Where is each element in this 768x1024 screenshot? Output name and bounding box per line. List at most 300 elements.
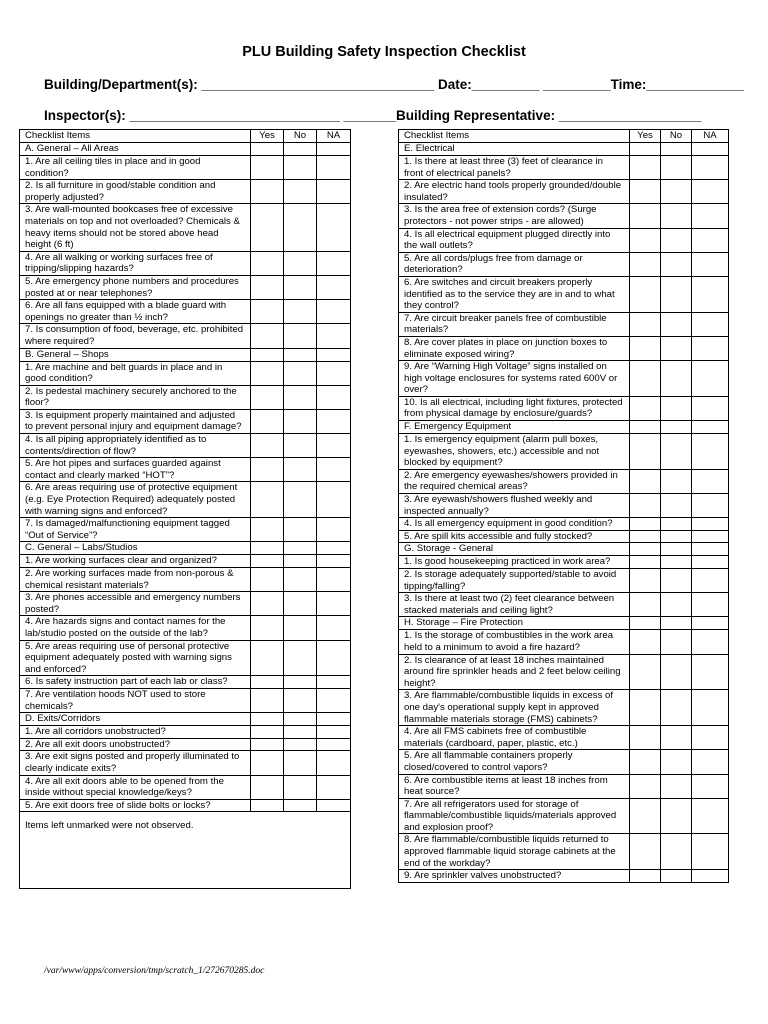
no-checkbox-cell[interactable] bbox=[661, 180, 692, 204]
yes-checkbox-cell[interactable] bbox=[630, 312, 661, 336]
checklist-question: 5. Are exit doors free of slide bolts or locks? bbox=[20, 799, 251, 812]
checklist-row bbox=[399, 870, 729, 883]
yes-checkbox-cell[interactable] bbox=[251, 592, 284, 616]
checklist-question: 7. Are ventilation hoods NOT used to store chemicals? bbox=[20, 688, 251, 712]
checklist-question: 4. Are all walking or working surfaces free of tripping/slipping hazards? bbox=[20, 251, 251, 275]
yes-checkbox-cell[interactable] bbox=[251, 180, 284, 204]
yes-checkbox-cell[interactable] bbox=[251, 518, 284, 542]
no-checkbox-cell[interactable] bbox=[661, 336, 692, 360]
yes-checkbox-cell[interactable] bbox=[630, 630, 661, 654]
no-checkbox-cell[interactable] bbox=[661, 156, 692, 180]
no-checkbox-cell[interactable] bbox=[284, 688, 317, 712]
checklist-question: 7. Are circuit breaker panels free of combustible materials? bbox=[399, 312, 630, 336]
checklist-row bbox=[399, 434, 729, 470]
checklist-question: 5. Are spill kits accessible and fully stocked? bbox=[399, 530, 630, 543]
no-checkbox-cell[interactable] bbox=[284, 738, 317, 751]
section-title: F. Emergency Equipment bbox=[399, 421, 630, 434]
checklist-question: 10. Is all electrical, including light fixtures, protected from physical damage by enclosure/guards? bbox=[399, 396, 630, 420]
checklist-row bbox=[20, 616, 351, 640]
yes-checkbox-cell[interactable] bbox=[251, 324, 284, 348]
na-checkbox-cell[interactable] bbox=[317, 409, 351, 433]
checklist-row bbox=[399, 530, 729, 543]
section-blank-cell bbox=[692, 421, 729, 434]
checklist-row bbox=[399, 469, 729, 493]
na-checkbox-cell[interactable] bbox=[692, 276, 729, 312]
checklist-question: 2. Is pedestal machinery securely anchored to the floor? bbox=[20, 385, 251, 409]
no-checkbox-cell[interactable] bbox=[284, 676, 317, 689]
na-checkbox-cell[interactable] bbox=[317, 518, 351, 542]
no-checkbox-cell[interactable] bbox=[284, 204, 317, 251]
section-header-row bbox=[399, 143, 729, 156]
checklist-question: 3. Is the area free of extension cords? (Surge protectors - not power strips - are allowed) bbox=[399, 204, 630, 228]
section-header-row bbox=[399, 543, 729, 556]
checklist-question: 7. Are all refrigerators used for storage of flammable/combustible liquids/materials approved and explosion proof? bbox=[399, 798, 630, 834]
no-checkbox-cell[interactable] bbox=[661, 726, 692, 750]
checklist-row bbox=[399, 494, 729, 518]
no-checkbox-cell[interactable] bbox=[284, 458, 317, 482]
yes-checkbox-cell[interactable] bbox=[630, 654, 661, 690]
yes-checkbox-cell[interactable] bbox=[251, 568, 284, 592]
column-header-na: NA bbox=[317, 130, 351, 143]
na-checkbox-cell[interactable] bbox=[317, 775, 351, 799]
section-blank-cell bbox=[692, 143, 729, 156]
column-header-no: No bbox=[661, 130, 692, 143]
checklist-row bbox=[20, 775, 351, 799]
checklist-row bbox=[20, 204, 351, 251]
checklist-row bbox=[20, 568, 351, 592]
na-checkbox-cell[interactable] bbox=[317, 458, 351, 482]
na-checkbox-cell[interactable] bbox=[317, 361, 351, 385]
na-checkbox-cell[interactable] bbox=[692, 750, 729, 774]
column-header-yes: Yes bbox=[251, 130, 284, 143]
na-checkbox-cell[interactable] bbox=[692, 396, 729, 420]
na-checkbox-cell[interactable] bbox=[692, 726, 729, 750]
checklist-row bbox=[399, 396, 729, 420]
na-checkbox-cell[interactable] bbox=[692, 252, 729, 276]
checklist-row bbox=[20, 180, 351, 204]
na-checkbox-cell[interactable] bbox=[692, 228, 729, 252]
na-checkbox-cell[interactable] bbox=[692, 654, 729, 690]
page-title: PLU Building Safety Inspection Checklist bbox=[242, 44, 526, 60]
section-blank-cell bbox=[317, 143, 351, 156]
na-checkbox-cell[interactable] bbox=[317, 616, 351, 640]
checklist-question: 3. Is equipment properly maintained and adjusted to prevent personal injury and equipment damage? bbox=[20, 409, 251, 433]
section-blank-cell bbox=[284, 143, 317, 156]
no-checkbox-cell[interactable] bbox=[284, 799, 317, 812]
yes-checkbox-cell[interactable] bbox=[251, 555, 284, 568]
yes-checkbox-cell[interactable] bbox=[630, 494, 661, 518]
checklist-row bbox=[20, 409, 351, 433]
no-checkbox-cell[interactable] bbox=[661, 774, 692, 798]
yes-checkbox-cell[interactable] bbox=[630, 774, 661, 798]
yes-checkbox-cell[interactable] bbox=[630, 276, 661, 312]
yes-checkbox-cell[interactable] bbox=[251, 458, 284, 482]
right-checklist-table bbox=[398, 129, 729, 883]
checklist-question: 5. Are emergency phone numbers and procedures posted at or near telephones? bbox=[20, 275, 251, 299]
yes-checkbox-cell[interactable] bbox=[630, 228, 661, 252]
no-checkbox-cell[interactable] bbox=[661, 556, 692, 569]
yes-checkbox-cell[interactable] bbox=[630, 798, 661, 834]
yes-checkbox-cell[interactable] bbox=[630, 252, 661, 276]
no-checkbox-cell[interactable] bbox=[661, 569, 692, 593]
no-checkbox-cell[interactable] bbox=[661, 870, 692, 883]
checklist-row bbox=[20, 434, 351, 458]
checklist-question: 6. Is safety instruction part of each lab or class? bbox=[20, 676, 251, 689]
yes-checkbox-cell[interactable] bbox=[251, 156, 284, 180]
yes-checkbox-cell[interactable] bbox=[251, 688, 284, 712]
na-checkbox-cell[interactable] bbox=[692, 569, 729, 593]
no-checkbox-cell[interactable] bbox=[284, 616, 317, 640]
yes-checkbox-cell[interactable] bbox=[630, 396, 661, 420]
checklist-question: 6. Are all fans equipped with a blade guard with openings no greater than ½ inch? bbox=[20, 300, 251, 324]
yes-checkbox-cell[interactable] bbox=[630, 204, 661, 228]
no-checkbox-cell[interactable] bbox=[661, 630, 692, 654]
yes-checkbox-cell[interactable] bbox=[251, 799, 284, 812]
na-checkbox-cell[interactable] bbox=[317, 676, 351, 689]
no-checkbox-cell[interactable] bbox=[661, 228, 692, 252]
na-checkbox-cell[interactable] bbox=[317, 482, 351, 518]
section-blank-cell bbox=[317, 713, 351, 726]
yes-checkbox-cell[interactable] bbox=[630, 156, 661, 180]
section-header-row bbox=[20, 713, 351, 726]
yes-checkbox-cell[interactable] bbox=[630, 361, 661, 397]
yes-checkbox-cell[interactable] bbox=[251, 275, 284, 299]
checklist-question: 7. Is consumption of food, beverage, etc. prohibited where required? bbox=[20, 324, 251, 348]
na-checkbox-cell[interactable] bbox=[317, 568, 351, 592]
na-checkbox-cell[interactable] bbox=[692, 434, 729, 470]
na-checkbox-cell[interactable] bbox=[692, 593, 729, 617]
column-header-items: Checklist Items bbox=[399, 130, 630, 143]
checklist-row bbox=[20, 518, 351, 542]
section-header-row bbox=[20, 348, 351, 361]
section-blank-cell bbox=[251, 143, 284, 156]
section-title: H. Storage – Fire Protection bbox=[399, 617, 630, 630]
na-checkbox-cell[interactable] bbox=[692, 774, 729, 798]
column-header-items: Checklist Items bbox=[20, 130, 251, 143]
left-checklist-panel bbox=[19, 129, 351, 889]
column-header-no: No bbox=[284, 130, 317, 143]
checklist-row bbox=[399, 726, 729, 750]
checklist-question: 2. Are electric hand tools properly grounded/double insulated? bbox=[399, 180, 630, 204]
yes-checkbox-cell[interactable] bbox=[251, 409, 284, 433]
yes-checkbox-cell[interactable] bbox=[251, 616, 284, 640]
no-checkbox-cell[interactable] bbox=[661, 396, 692, 420]
yes-checkbox-cell[interactable] bbox=[630, 518, 661, 531]
na-checkbox-cell[interactable] bbox=[317, 726, 351, 739]
yes-checkbox-cell[interactable] bbox=[630, 690, 661, 726]
na-checkbox-cell[interactable] bbox=[692, 630, 729, 654]
section-title: E. Electrical bbox=[399, 143, 630, 156]
no-checkbox-cell[interactable] bbox=[661, 690, 692, 726]
no-checkbox-cell[interactable] bbox=[661, 530, 692, 543]
na-checkbox-cell[interactable] bbox=[692, 204, 729, 228]
checklist-question: 9. Are sprinkler valves unobstructed? bbox=[399, 870, 630, 883]
no-checkbox-cell[interactable] bbox=[284, 592, 317, 616]
checklist-question: 5. Are hot pipes and surfaces guarded against contact and clearly marked “HOT”? bbox=[20, 458, 251, 482]
checklist-question: 3. Is there at least two (2) feet clearance between stacked materials and ceiling light? bbox=[399, 593, 630, 617]
checklist-row bbox=[399, 690, 729, 726]
checklist-row bbox=[20, 482, 351, 518]
na-checkbox-cell[interactable] bbox=[317, 275, 351, 299]
section-blank-cell bbox=[630, 543, 661, 556]
na-checkbox-cell[interactable] bbox=[692, 336, 729, 360]
checklist-question: 2. Are working surfaces made from non-porous & chemical resistant materials? bbox=[20, 568, 251, 592]
checklist-row bbox=[399, 834, 729, 870]
na-checkbox-cell[interactable] bbox=[317, 799, 351, 812]
checklist-question: 2. Is storage adequately supported/stable to avoid tipping/falling? bbox=[399, 569, 630, 593]
no-checkbox-cell[interactable] bbox=[284, 361, 317, 385]
section-blank-cell bbox=[251, 542, 284, 555]
checklist-row bbox=[20, 640, 351, 676]
na-checkbox-cell[interactable] bbox=[692, 798, 729, 834]
checklist-row bbox=[20, 555, 351, 568]
yes-checkbox-cell[interactable] bbox=[630, 530, 661, 543]
na-checkbox-cell[interactable] bbox=[317, 156, 351, 180]
note-row bbox=[20, 812, 351, 889]
no-checkbox-cell[interactable] bbox=[284, 156, 317, 180]
section-header-row bbox=[399, 617, 729, 630]
no-checkbox-cell[interactable] bbox=[284, 300, 317, 324]
checklist-row bbox=[399, 336, 729, 360]
yes-checkbox-cell[interactable] bbox=[251, 482, 284, 518]
checklist-question: 3. Are exit signs posted and properly illuminated to clearly indicate exits? bbox=[20, 751, 251, 775]
checklist-question: 6. Are switches and circuit breakers properly identified as to the service they are in and to what they control? bbox=[399, 276, 630, 312]
no-checkbox-cell[interactable] bbox=[661, 494, 692, 518]
na-checkbox-cell[interactable] bbox=[317, 738, 351, 751]
na-checkbox-cell[interactable] bbox=[317, 555, 351, 568]
na-checkbox-cell[interactable] bbox=[692, 361, 729, 397]
na-checkbox-cell[interactable] bbox=[692, 156, 729, 180]
na-checkbox-cell[interactable] bbox=[317, 640, 351, 676]
building-date-time-line: Building/Department(s): _______________________________ Date:_________ _________Time:_____________ bbox=[44, 77, 745, 92]
na-checkbox-cell[interactable] bbox=[692, 870, 729, 883]
na-checkbox-cell[interactable] bbox=[692, 690, 729, 726]
yes-checkbox-cell[interactable] bbox=[251, 676, 284, 689]
na-checkbox-cell[interactable] bbox=[692, 834, 729, 870]
yes-checkbox-cell[interactable] bbox=[251, 640, 284, 676]
yes-checkbox-cell[interactable] bbox=[251, 434, 284, 458]
checklist-row bbox=[20, 676, 351, 689]
checklist-question: 9. Are “Warning High Voltage” signs installed on high voltage enclosures for systems rated 600V or over? bbox=[399, 361, 630, 397]
section-blank-cell bbox=[284, 713, 317, 726]
checklist-row bbox=[399, 312, 729, 336]
yes-checkbox-cell[interactable] bbox=[630, 750, 661, 774]
checklist-row bbox=[20, 458, 351, 482]
checklist-question: 3. Are wall-mounted bookcases free of excessive materials on top and not overloaded? Chemicals & heavy items should not be stored above head height (6 ft) bbox=[20, 204, 251, 251]
na-checkbox-cell[interactable] bbox=[317, 300, 351, 324]
checklist-row bbox=[20, 251, 351, 275]
yes-checkbox-cell[interactable] bbox=[630, 834, 661, 870]
yes-checkbox-cell[interactable] bbox=[251, 204, 284, 251]
checklist-question: 8. Are cover plates in place on junction boxes to eliminate exposed wiring? bbox=[399, 336, 630, 360]
na-checkbox-cell[interactable] bbox=[317, 251, 351, 275]
na-checkbox-cell[interactable] bbox=[692, 556, 729, 569]
na-checkbox-cell[interactable] bbox=[692, 180, 729, 204]
checklist-question: 3. Are eyewash/showers flushed weekly and inspected annually? bbox=[399, 494, 630, 518]
no-checkbox-cell[interactable] bbox=[284, 180, 317, 204]
na-checkbox-cell[interactable] bbox=[317, 434, 351, 458]
checklist-row bbox=[20, 688, 351, 712]
checklist-question: 4. Are all FMS cabinets free of combustible materials (cardboard, paper, plastic, etc.) bbox=[399, 726, 630, 750]
yes-checkbox-cell[interactable] bbox=[630, 469, 661, 493]
na-checkbox-cell[interactable] bbox=[692, 494, 729, 518]
section-header-row bbox=[20, 143, 351, 156]
no-checkbox-cell[interactable] bbox=[661, 518, 692, 531]
checklist-question: 4. Is all piping appropriately identified as to contents/direction of flow? bbox=[20, 434, 251, 458]
na-checkbox-cell[interactable] bbox=[692, 469, 729, 493]
na-checkbox-cell[interactable] bbox=[317, 385, 351, 409]
section-title: A. General – All Areas bbox=[20, 143, 251, 156]
checklist-question: 2. Is clearance of at least 18 inches maintained around fire sprinkler heads and 2 feet below ceiling height? bbox=[399, 654, 630, 690]
checklist-row bbox=[399, 204, 729, 228]
yes-checkbox-cell[interactable] bbox=[630, 593, 661, 617]
no-checkbox-cell[interactable] bbox=[284, 568, 317, 592]
no-checkbox-cell[interactable] bbox=[661, 361, 692, 397]
yes-checkbox-cell[interactable] bbox=[630, 726, 661, 750]
yes-checkbox-cell[interactable] bbox=[630, 569, 661, 593]
no-checkbox-cell[interactable] bbox=[284, 482, 317, 518]
yes-checkbox-cell[interactable] bbox=[251, 300, 284, 324]
no-checkbox-cell[interactable] bbox=[284, 640, 317, 676]
checklist-question: 1. Is there at least three (3) feet of clearance in front of electrical panels? bbox=[399, 156, 630, 180]
left-checklist-table bbox=[19, 129, 351, 889]
yes-checkbox-cell[interactable] bbox=[630, 434, 661, 470]
section-blank-cell bbox=[692, 617, 729, 630]
na-checkbox-cell[interactable] bbox=[317, 180, 351, 204]
no-checkbox-cell[interactable] bbox=[661, 834, 692, 870]
checklist-row bbox=[399, 156, 729, 180]
na-checkbox-cell[interactable] bbox=[692, 518, 729, 531]
checklist-question: 1. Is good housekeeping practiced in work area? bbox=[399, 556, 630, 569]
checklist-question: 3. Are phones accessible and emergency numbers posted? bbox=[20, 592, 251, 616]
na-checkbox-cell[interactable] bbox=[317, 751, 351, 775]
no-checkbox-cell[interactable] bbox=[284, 751, 317, 775]
no-checkbox-cell[interactable] bbox=[284, 555, 317, 568]
no-checkbox-cell[interactable] bbox=[284, 726, 317, 739]
na-checkbox-cell[interactable] bbox=[317, 324, 351, 348]
checklist-question: 2. Are emergency eyewashes/showers provided in the required chemical areas? bbox=[399, 469, 630, 493]
checklist-question: 4. Is all electrical equipment plugged directly into the wall outlets? bbox=[399, 228, 630, 252]
checklist-question: 5. Are areas requiring use of personal protective equipment adequately posted with warning signs and enforced? bbox=[20, 640, 251, 676]
na-checkbox-cell[interactable] bbox=[317, 592, 351, 616]
checklist-row bbox=[20, 324, 351, 348]
section-title: C. General – Labs/Studios bbox=[20, 542, 251, 555]
no-checkbox-cell[interactable] bbox=[661, 434, 692, 470]
checklist-question: 4. Is all emergency equipment in good condition? bbox=[399, 518, 630, 531]
na-checkbox-cell[interactable] bbox=[317, 204, 351, 251]
no-checkbox-cell[interactable] bbox=[284, 385, 317, 409]
checklist-row bbox=[399, 630, 729, 654]
file-path-footer: /var/www/apps/conversion/tmp/scratch_1/272670285.doc bbox=[44, 966, 265, 976]
section-blank-cell bbox=[661, 421, 692, 434]
checklist-row bbox=[20, 156, 351, 180]
no-checkbox-cell[interactable] bbox=[661, 593, 692, 617]
checklist-row bbox=[399, 798, 729, 834]
section-blank-cell bbox=[251, 713, 284, 726]
checklist-question: 1. Are machine and belt guards in place and in good condition? bbox=[20, 361, 251, 385]
checklist-question: 4. Are all exit doors able to be opened from the inside without special knowledge/keys? bbox=[20, 775, 251, 799]
yes-checkbox-cell[interactable] bbox=[251, 385, 284, 409]
checklist-row bbox=[20, 361, 351, 385]
checklist-question: 4. Are hazards signs and contact names for the lab/studio posted on the outside of the lab? bbox=[20, 616, 251, 640]
section-title: B. General – Shops bbox=[20, 348, 251, 361]
section-blank-cell bbox=[661, 617, 692, 630]
checklist-row bbox=[20, 592, 351, 616]
checklist-question: 1. Are all corridors unobstructed? bbox=[20, 726, 251, 739]
section-blank-cell bbox=[630, 143, 661, 156]
yes-checkbox-cell[interactable] bbox=[630, 556, 661, 569]
no-checkbox-cell[interactable] bbox=[661, 312, 692, 336]
checklist-row bbox=[399, 228, 729, 252]
no-checkbox-cell[interactable] bbox=[284, 775, 317, 799]
no-checkbox-cell[interactable] bbox=[284, 434, 317, 458]
no-checkbox-cell[interactable] bbox=[661, 798, 692, 834]
inspector-representative-line: Inspector(s): ____________________________ _______Building Representative: ___________________ bbox=[44, 108, 702, 123]
yes-checkbox-cell[interactable] bbox=[251, 726, 284, 739]
checklist-question: 1. Is the storage of combustibles in the work area held to a minimum to avoid a fire hazard? bbox=[399, 630, 630, 654]
checklist-question: 1. Are all ceiling tiles in place and in good condition? bbox=[20, 156, 251, 180]
no-checkbox-cell[interactable] bbox=[284, 518, 317, 542]
na-checkbox-cell[interactable] bbox=[692, 312, 729, 336]
checklist-row bbox=[20, 300, 351, 324]
column-header-yes: Yes bbox=[630, 130, 661, 143]
no-checkbox-cell[interactable] bbox=[284, 324, 317, 348]
checklist-question: 2. Is all furniture in good/stable condition and properly adjusted? bbox=[20, 180, 251, 204]
yes-checkbox-cell[interactable] bbox=[251, 775, 284, 799]
section-header-row bbox=[399, 421, 729, 434]
yes-checkbox-cell[interactable] bbox=[251, 751, 284, 775]
section-blank-cell bbox=[630, 421, 661, 434]
no-checkbox-cell[interactable] bbox=[661, 252, 692, 276]
unmarked-items-note: Items left unmarked were not observed. bbox=[20, 812, 351, 889]
checklist-row bbox=[20, 799, 351, 812]
checklist-row bbox=[399, 361, 729, 397]
checklist-row bbox=[399, 518, 729, 531]
no-checkbox-cell[interactable] bbox=[661, 654, 692, 690]
no-checkbox-cell[interactable] bbox=[661, 750, 692, 774]
checklist-row bbox=[20, 275, 351, 299]
section-title: D. Exits/Corridors bbox=[20, 713, 251, 726]
section-blank-cell bbox=[661, 543, 692, 556]
checklist-row bbox=[20, 385, 351, 409]
checklist-question: 7. Is damaged/malfunctioning equipment tagged “Out of Service”? bbox=[20, 518, 251, 542]
yes-checkbox-cell[interactable] bbox=[251, 251, 284, 275]
yes-checkbox-cell[interactable] bbox=[630, 870, 661, 883]
na-checkbox-cell[interactable] bbox=[692, 530, 729, 543]
yes-checkbox-cell[interactable] bbox=[630, 336, 661, 360]
column-header-na: NA bbox=[692, 130, 729, 143]
yes-checkbox-cell[interactable] bbox=[251, 361, 284, 385]
no-checkbox-cell[interactable] bbox=[661, 469, 692, 493]
no-checkbox-cell[interactable] bbox=[284, 251, 317, 275]
checklist-question: 6. Are areas requiring use of protective equipment (e.g. Eye Protection Required) adequately posted with warning signs and enforced? bbox=[20, 482, 251, 518]
no-checkbox-cell[interactable] bbox=[284, 409, 317, 433]
section-blank-cell bbox=[661, 143, 692, 156]
checklist-row bbox=[399, 774, 729, 798]
section-header-row bbox=[20, 542, 351, 555]
no-checkbox-cell[interactable] bbox=[284, 275, 317, 299]
checklist-row bbox=[399, 593, 729, 617]
checklist-row bbox=[399, 654, 729, 690]
yes-checkbox-cell[interactable] bbox=[630, 180, 661, 204]
checklist-question: 2. Are all exit doors unobstructed? bbox=[20, 738, 251, 751]
na-checkbox-cell[interactable] bbox=[317, 688, 351, 712]
no-checkbox-cell[interactable] bbox=[661, 276, 692, 312]
yes-checkbox-cell[interactable] bbox=[251, 738, 284, 751]
no-checkbox-cell[interactable] bbox=[661, 204, 692, 228]
checklist-row bbox=[399, 750, 729, 774]
checklist-row bbox=[399, 556, 729, 569]
